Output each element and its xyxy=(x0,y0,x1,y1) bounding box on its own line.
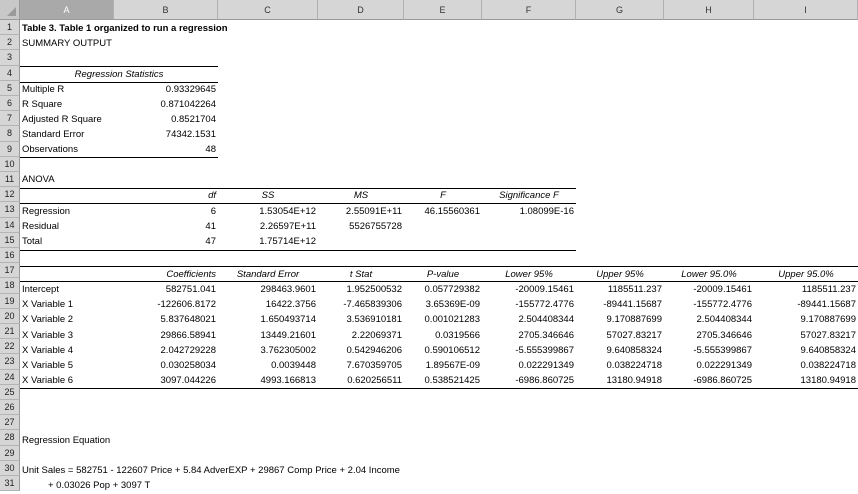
row-header-3[interactable]: 3 xyxy=(0,50,20,65)
column-header-h[interactable]: H xyxy=(664,0,754,20)
stat-value: 0.93329645 xyxy=(165,84,216,95)
row-header-15[interactable]: 15 xyxy=(0,233,20,248)
row-header-14[interactable]: 14 xyxy=(0,218,20,233)
coef-cell: 0.590106512 xyxy=(424,344,480,356)
coef-cell: 0.022291349 xyxy=(696,360,752,371)
coef-header: Lower 95% xyxy=(505,269,553,280)
row-header-9[interactable]: 9 xyxy=(0,142,20,157)
coef-cell: -7.465839306 xyxy=(343,299,402,311)
coef-cell: 2705.346646 xyxy=(518,329,574,341)
row-header-6[interactable]: 6 xyxy=(0,96,20,111)
anova-ss: 2.26597E+11 xyxy=(259,221,316,232)
coef-cell: 2.22069371 xyxy=(351,329,402,341)
anova-f: 46.15560361 xyxy=(424,206,480,217)
anova-row-label: Total xyxy=(22,236,43,247)
select-all-corner[interactable] xyxy=(0,0,20,20)
coef-cell: 5.837648021 xyxy=(160,314,216,326)
coef-cell: 0.057729382 xyxy=(424,284,480,295)
table-title: Table 3. Table 1 organized to run a regression xyxy=(22,23,228,34)
column-header-b[interactable]: B xyxy=(114,0,218,20)
row-header-28[interactable]: 28 xyxy=(0,430,20,445)
coef-cell: -89441.15687 xyxy=(797,299,856,311)
stat-label: Adjusted R Square xyxy=(22,114,102,125)
column-header-d[interactable]: D xyxy=(318,0,404,20)
coef-cell: 2.504408344 xyxy=(518,314,574,326)
coef-row-label: X Variable 1 xyxy=(22,299,74,311)
anova-ms: 2.55091E+11 xyxy=(345,206,402,217)
row-header-10[interactable]: 10 xyxy=(0,157,20,172)
coef-cell: 1.89567E-09 xyxy=(425,360,480,371)
coef-cell: 13449.21601 xyxy=(260,329,316,341)
coef-cell: -6986.860725 xyxy=(693,375,752,387)
column-header-c[interactable]: C xyxy=(218,0,318,20)
anova-df: 41 xyxy=(205,221,216,232)
coef-cell: 57027.83217 xyxy=(606,329,662,341)
coef-cell: 3.536910181 xyxy=(346,314,402,326)
regression-equation-label: Regression Equation xyxy=(22,435,111,446)
coef-cell: 57027.83217 xyxy=(800,329,856,341)
coef-cell: -5.555399867 xyxy=(515,344,574,356)
stat-value: 48 xyxy=(205,144,216,155)
row-header-1[interactable]: 1 xyxy=(0,20,20,35)
anova-significance: 1.08099E-16 xyxy=(519,206,574,217)
coef-cell: -155772.4776 xyxy=(515,299,574,311)
coef-cell: 9.170887699 xyxy=(606,314,662,326)
coef-header: Standard Error xyxy=(236,269,300,280)
row-header-18[interactable]: 18 xyxy=(0,278,20,293)
coef-cell: 1.650493714 xyxy=(260,314,316,326)
anova-row-label: Regression xyxy=(22,206,71,217)
row-header-4[interactable]: 4 xyxy=(0,66,20,81)
row-header-5[interactable]: 5 xyxy=(0,81,20,96)
coef-row-label: X Variable 4 xyxy=(22,344,74,356)
coef-header: Upper 95% xyxy=(596,269,644,280)
column-header-e[interactable]: E xyxy=(404,0,482,20)
coef-cell: 0.0039448 xyxy=(271,360,316,371)
coef-cell: 1185511.237 xyxy=(607,284,662,295)
anova-ss: 1.53054E+12 xyxy=(259,206,316,217)
coef-cell: 29866.58941 xyxy=(160,329,216,341)
stat-value: 0.871042264 xyxy=(160,99,216,110)
row-header-31[interactable]: 31 xyxy=(0,476,20,491)
anova-header-f: F xyxy=(440,190,446,201)
select-all-triangle-icon xyxy=(7,7,16,16)
coef-header: Lower 95.0% xyxy=(681,269,737,280)
row-header-23[interactable]: 23 xyxy=(0,354,20,369)
rule-bottom-anova xyxy=(20,250,576,251)
stat-value: 0.8521704 xyxy=(171,114,216,125)
anova-row-label: Residual xyxy=(22,221,59,232)
row-header-13[interactable]: 13 xyxy=(0,202,20,217)
regression-statistics-header: Regression Statistics xyxy=(74,69,164,80)
coef-cell: 0.0319566 xyxy=(435,329,480,341)
coef-row-label: X Variable 2 xyxy=(22,314,74,326)
coef-row-label: X Variable 5 xyxy=(22,360,74,371)
anova-df: 47 xyxy=(205,236,216,247)
row-header-17[interactable]: 17 xyxy=(0,263,20,278)
coef-cell: 13180.94918 xyxy=(800,375,856,387)
row-header-30[interactable]: 30 xyxy=(0,461,20,476)
coef-cell: 3.762305002 xyxy=(260,344,316,356)
coef-cell: 13180.94918 xyxy=(606,375,662,387)
rule-bottom-regstats xyxy=(20,157,218,158)
row-header-22[interactable]: 22 xyxy=(0,339,20,354)
coef-cell: 4993.166813 xyxy=(260,375,316,387)
coef-cell: -155772.4776 xyxy=(693,299,752,311)
column-header-g[interactable]: G xyxy=(576,0,664,20)
summary-output-label: SUMMARY OUTPUT xyxy=(22,38,112,49)
anova-df: 6 xyxy=(210,206,216,217)
anova-label: ANOVA xyxy=(22,174,55,185)
row-header-2[interactable]: 2 xyxy=(0,35,20,50)
anova-header-significance: Significance F xyxy=(499,190,559,201)
row-header-29[interactable]: 29 xyxy=(0,446,20,461)
coef-cell: 3097.044226 xyxy=(160,375,216,387)
coef-row-label: X Variable 3 xyxy=(22,329,74,341)
row-header-19[interactable]: 19 xyxy=(0,294,20,309)
coef-cell: 2705.346646 xyxy=(696,329,752,341)
column-header-i[interactable]: I xyxy=(754,0,858,20)
coef-cell: 0.022291349 xyxy=(518,360,574,371)
coef-cell: 0.001021283 xyxy=(424,314,480,326)
stat-label: Multiple R xyxy=(22,84,65,95)
column-header-f[interactable]: F xyxy=(482,0,576,20)
coef-cell: 298463.9601 xyxy=(260,284,316,295)
coef-row-label: X Variable 6 xyxy=(22,375,74,387)
coef-cell: -20009.15461 xyxy=(515,284,574,295)
stat-value: 74342.1531 xyxy=(165,129,216,140)
coef-cell: -122606.8172 xyxy=(157,299,216,311)
row-header-21[interactable]: 21 xyxy=(0,324,20,339)
coef-cell: 7.670359705 xyxy=(346,360,402,371)
stat-label: R Square xyxy=(22,99,63,110)
coef-cell: 2.504408344 xyxy=(696,314,752,326)
coef-cell: -6986.860725 xyxy=(515,375,574,387)
coef-row-label: Intercept xyxy=(22,284,59,295)
rule-bottom-coefficients xyxy=(20,388,858,389)
anova-ms: 5526755728 xyxy=(349,221,402,232)
row-header-24[interactable]: 24 xyxy=(0,370,20,385)
anova-ss: 1.75714E+12 xyxy=(259,236,316,247)
column-header-a[interactable]: A xyxy=(20,0,114,20)
stat-label: Observations xyxy=(22,144,78,155)
anova-header-ss: SS xyxy=(261,190,275,201)
coef-cell: 16422.3756 xyxy=(265,299,316,311)
coef-cell: 0.538521425 xyxy=(424,375,480,387)
stat-label: Standard Error xyxy=(22,129,85,140)
coef-cell: 0.038224718 xyxy=(800,360,856,371)
coef-cell: 9.640858324 xyxy=(606,344,662,356)
coef-cell: -20009.15461 xyxy=(693,284,752,295)
coef-cell: 1.952500532 xyxy=(346,284,402,295)
row-header-7[interactable]: 7 xyxy=(0,111,20,126)
row-header-8[interactable]: 8 xyxy=(0,126,20,141)
coef-cell: 9.170887699 xyxy=(800,314,856,326)
coef-header: t Stat xyxy=(349,269,373,280)
coef-header: Coefficients xyxy=(166,269,216,280)
row-header-26[interactable]: 26 xyxy=(0,400,20,415)
coef-cell: 2.042729228 xyxy=(160,344,216,356)
coef-header: Upper 95.0% xyxy=(778,269,834,280)
row-header-20[interactable]: 20 xyxy=(0,309,20,324)
coef-cell: 582751.041 xyxy=(165,284,216,295)
coef-cell: -89441.15687 xyxy=(603,299,662,311)
anova-header-ms: MS xyxy=(353,190,369,201)
coef-cell: 0.030258034 xyxy=(160,360,216,371)
row-header-16[interactable]: 16 xyxy=(0,248,20,263)
anova-header-df: df xyxy=(208,190,216,201)
coef-cell: 3.65369E-09 xyxy=(425,299,480,311)
coef-header: P-value xyxy=(426,269,460,280)
row-header-25[interactable]: 25 xyxy=(0,385,20,400)
coef-cell: 0.620256511 xyxy=(347,375,402,387)
coef-cell: 1185511.237 xyxy=(801,284,856,295)
regression-equation-line2: + 0.03026 Pop + 3097 T xyxy=(48,480,151,491)
regression-equation-line1: Unit Sales = 582751 - 122607 Price + 5.84 AdverEXP + 29867 Comp Price + 2.04 Income xyxy=(22,465,400,476)
coef-cell: 0.038224718 xyxy=(606,360,662,371)
row-header-11[interactable]: 11 xyxy=(0,172,20,187)
coef-cell: 0.542946206 xyxy=(346,344,402,356)
row-header-12[interactable]: 12 xyxy=(0,187,20,202)
row-header-27[interactable]: 27 xyxy=(0,415,20,430)
coef-cell: -5.555399867 xyxy=(693,344,752,356)
coef-cell: 9.640858324 xyxy=(800,344,856,356)
